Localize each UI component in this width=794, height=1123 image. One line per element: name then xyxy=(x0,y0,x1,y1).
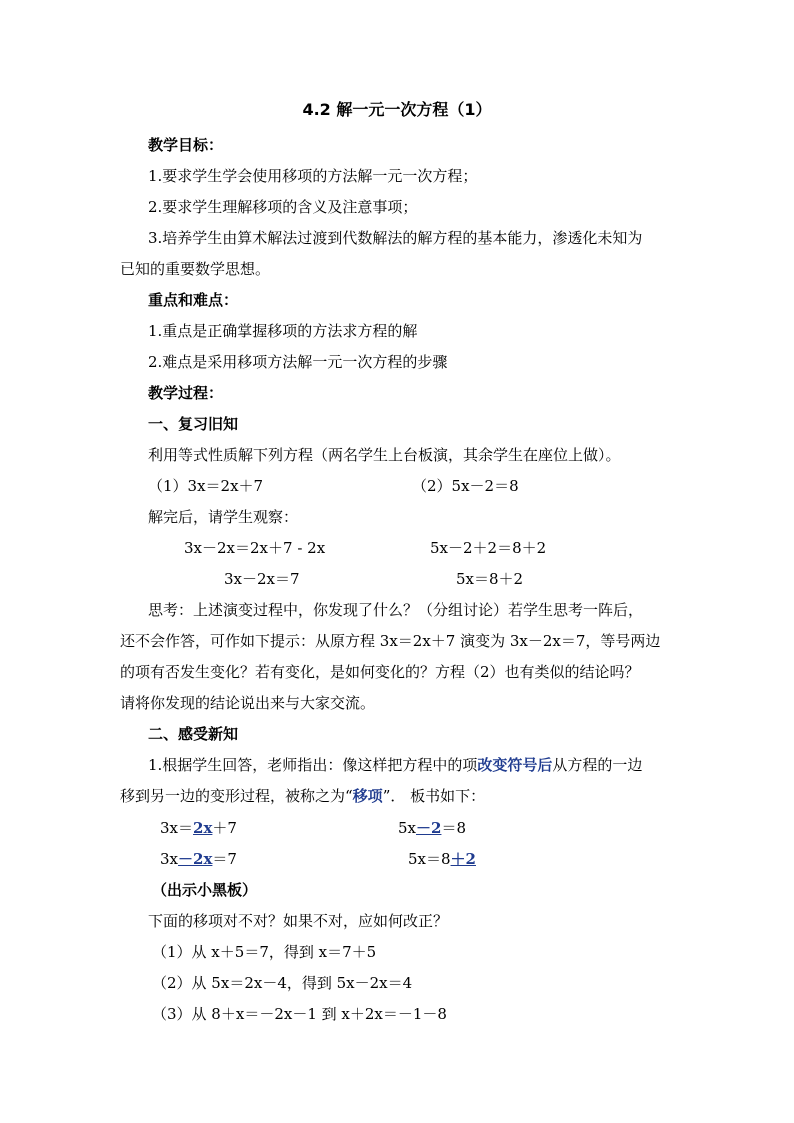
exercise-item: （3）从 8＋x＝－2x－1 到 x＋2x＝－1－8 xyxy=(152,1005,447,1023)
review-heading: 一、复习旧知 xyxy=(148,415,239,433)
new-text: ”． 板书如下： xyxy=(382,787,486,805)
step-left-2: 3x－2x＝7 xyxy=(224,570,300,588)
board-moved-term: －2 xyxy=(416,819,442,837)
new-text: 移到另一边的变形过程，被称之为“ xyxy=(120,787,353,805)
keypoints-heading: 重点和难点： xyxy=(148,291,239,309)
exercise-item: （1）从 x＋5＝7，得到 x＝7＋5 xyxy=(152,943,377,961)
new-paragraph-line xyxy=(120,786,485,806)
review-intro: 利用等式性质解下列方程（两名学生上台板演，其余学生在座位上做）。 xyxy=(148,446,621,464)
objectives-heading: 教学目标： xyxy=(148,136,224,154)
new-text: 1.根据学生回答，老师指出：像这样把方程中的项 xyxy=(148,756,478,774)
exercise-item: （2）从 5x＝2x－4，得到 5x－2x＝4 xyxy=(152,974,413,992)
think-line: 还不会作答，可作如下提示：从原方程 3x＝2x＋7 演变为 3x－2x＝7，等号两边 xyxy=(120,632,661,650)
step-right-2: 5x＝8＋2 xyxy=(456,570,524,588)
board-text: ＝7 xyxy=(212,850,237,868)
objective-line: 2.要求学生理解移项的含义及注意事项； xyxy=(148,198,418,216)
objective-line: 3.培养学生由算术解法过渡到代数解法的解方程的基本能力，渗透化未知为 xyxy=(148,229,643,247)
highlight-change-sign: 改变符号后 xyxy=(477,756,553,774)
board-text: 5x＝8 xyxy=(408,850,451,868)
board-left-2 xyxy=(160,849,237,869)
board-moved-term: ＋2 xyxy=(450,850,476,868)
board-right-2 xyxy=(408,849,476,869)
blackboard-note: （出示小黑板） xyxy=(152,881,258,899)
objective-line: 1.要求学生学会使用移项的方法解一元一次方程； xyxy=(148,167,478,185)
step-left-1: 3x－2x＝2x＋7 - 2x xyxy=(184,539,326,557)
document-title: 4.2 解一元一次方程（1） xyxy=(302,100,492,119)
exercise-question: 下面的移项对不对？如果不对，应如何改正？ xyxy=(148,912,449,930)
after-text: 解完后，请学生观察： xyxy=(148,508,299,526)
keypoint-line: 1.重点是正确掌握移项的方法求方程的解 xyxy=(148,322,418,340)
board-text: ＝8 xyxy=(441,819,466,837)
board-right-1 xyxy=(398,818,466,838)
board-text: 3x xyxy=(160,850,179,868)
keypoint-line: 2.难点是采用移项方法解一元一次方程的步骤 xyxy=(148,353,448,371)
equation-1: （1）3x＝2x＋7 xyxy=(148,477,264,495)
new-paragraph-line xyxy=(148,755,642,775)
process-heading: 教学过程： xyxy=(148,384,224,402)
new-text: 从方程的一边 xyxy=(552,756,643,774)
board-text: ＋7 xyxy=(212,819,237,837)
step-right-1: 5x－2＋2＝8＋2 xyxy=(430,539,547,557)
highlight-term-transposition: 移项 xyxy=(352,787,383,805)
board-text: 3x＝ xyxy=(160,819,194,837)
board-text: 5x xyxy=(398,819,417,837)
think-line: 的项有否发生变化？若有变化，是如何变化的？方程（2）也有类似的结论吗？ xyxy=(120,663,640,681)
think-line: 请将你发现的结论说出来与大家交流。 xyxy=(120,694,376,712)
new-heading: 二、感受新知 xyxy=(148,725,239,743)
objective-line: 已知的重要数学思想。 xyxy=(120,260,271,278)
board-moved-term: 2x xyxy=(193,819,213,837)
equation-2: （2）5x－2＝8 xyxy=(412,477,519,495)
board-moved-term: －2x xyxy=(178,850,213,868)
board-left-1 xyxy=(160,818,237,838)
think-line: 思考：上述演变过程中，你发现了什么？（分组讨论）若学生思考一阵后， xyxy=(148,601,644,619)
